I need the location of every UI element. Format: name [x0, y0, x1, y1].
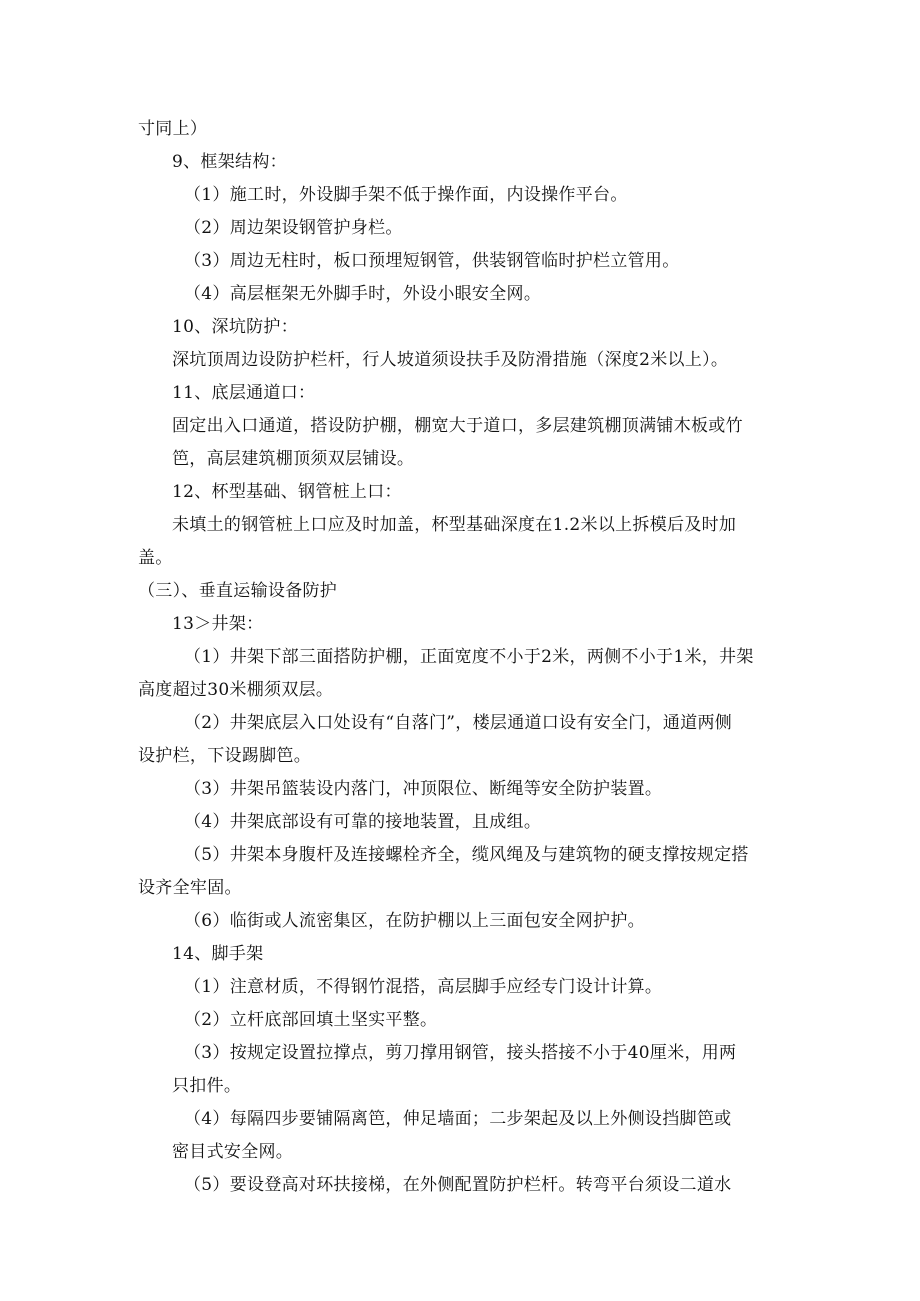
list-item: （3）井架吊篮装设内落门，冲顶限位、断绳等安全防护装置。: [184, 779, 663, 799]
text-line: 盖。: [138, 548, 173, 568]
text-line: 只扣件。: [172, 1076, 242, 1096]
section-heading: 14、脚手架: [172, 944, 264, 964]
section-heading: （三）、垂直运输设备防护: [138, 581, 338, 601]
text-line: 设齐全牢固。: [138, 878, 242, 898]
list-item: （2）立杆底部回填土坚实平整。: [184, 1010, 438, 1030]
text-line: 固定出入口通道，搭设防护棚，棚宽大于道口，多层建筑棚顶满铺木板或竹: [172, 416, 743, 436]
list-item: （4）每隔四步要铺隔离笆，伸足墙面；二步架起及以上外侧设挡脚笆或: [184, 1109, 732, 1129]
text-line: 设护栏，下设踢脚笆。: [138, 746, 311, 766]
list-item: （6）临街或人流密集区，在防护棚以上三面包安全网护护。: [184, 911, 645, 931]
list-item: （2）井架底层入口处设有“自落门”，楼层通道口设有安全门，通道两侧: [184, 713, 733, 733]
section-heading: 11、底层通道口：: [172, 383, 316, 403]
text-line: 高度超过30米棚须双层。: [138, 680, 334, 700]
list-item: （4）井架底部设有可靠的接地装置，且成组。: [184, 812, 542, 832]
section-heading: 13＞井架：: [172, 614, 264, 634]
text-line: 未填土的钢管桩上口应及时加盖，杯型基础深度在1.2米以上拆模后及时加: [172, 515, 737, 535]
section-heading: 9、框架结构：: [172, 152, 287, 172]
text-line: 笆，高层建筑棚顶须双层铺设。: [172, 449, 415, 469]
list-item: （5）井架本身腹杆及连接螺栓齐全，缆风绳及与建筑物的硬支撑按规定搭: [184, 845, 749, 865]
list-item: （1）施工时，外设脚手架不低于操作面，内设操作平台。: [184, 185, 628, 205]
list-item: （3）周边无柱时，板口预埋短钢管，供装钢管临时护栏立管用。: [184, 251, 680, 271]
list-item: （2）周边架设钢管护身栏。: [184, 218, 403, 238]
list-item: （1）注意材质，不得钢竹混搭，高层脚手应经专门设计计算。: [184, 977, 663, 997]
section-heading: 10、深坑防护：: [172, 317, 299, 337]
list-item: （1）井架下部三面搭防护棚，正面宽度不小于2米，两侧不小于1米，井架: [184, 647, 754, 667]
list-item: （4）高层框架无外脚手时，外设小眼安全网。: [184, 284, 542, 304]
text-line: 深坑顶周边设防护栏杆，行人坡道须设扶手及防滑措施（深度2米以上）。: [172, 350, 729, 370]
list-item: （5）要设登高对环扶接梯，在外侧配置防护栏杆。转弯平台须设二道水: [184, 1175, 732, 1195]
section-heading: 12、杯型基础、钢管桩上口：: [172, 482, 402, 502]
list-item: （3）按规定设置拉撑点，剪刀撑用钢管，接头搭接不小于40厘米，用两: [184, 1043, 737, 1063]
text-line: 密目式安全网。: [172, 1142, 294, 1162]
text-line: 寸同上）: [138, 119, 208, 139]
